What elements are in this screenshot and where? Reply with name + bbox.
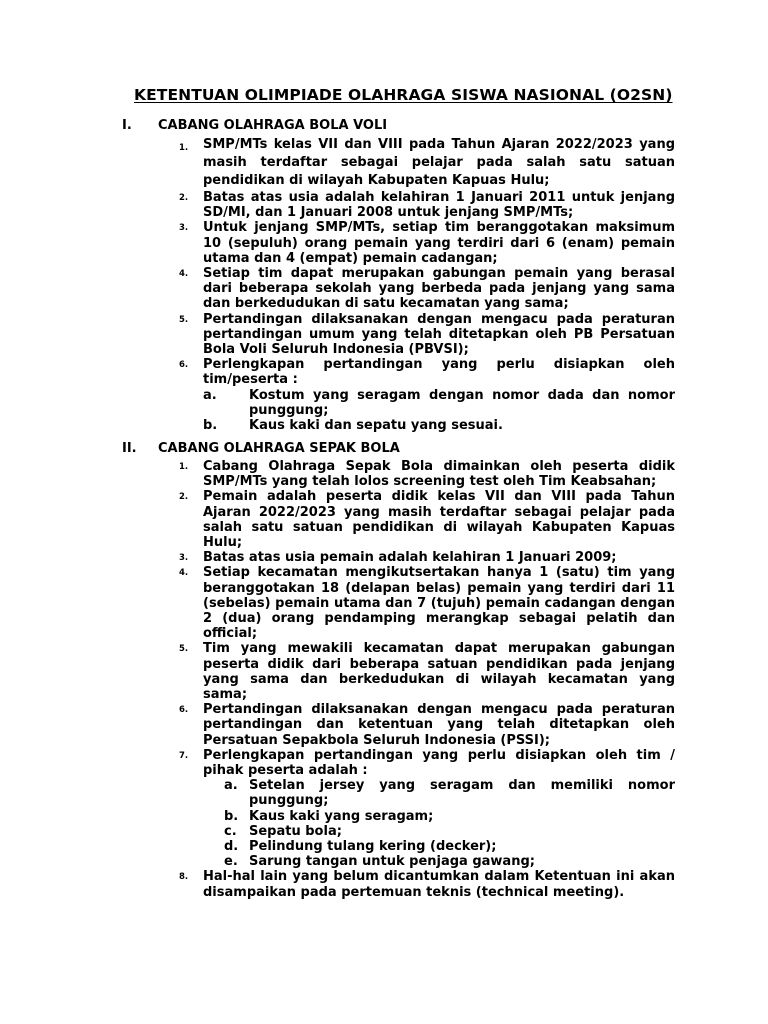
item-number: 4. xyxy=(179,269,189,280)
item-list xyxy=(0,459,768,900)
item-number: 3. xyxy=(179,223,189,234)
sub-item-letter: b. xyxy=(224,808,239,824)
section-numeral: II. xyxy=(122,441,137,456)
sub-item-text: Kaus kaki yang seragam; xyxy=(249,808,434,824)
list-item xyxy=(0,748,675,870)
sub-item-letter: a. xyxy=(203,387,217,403)
sub-list xyxy=(203,778,675,869)
list-item xyxy=(0,136,675,190)
item-number: 3. xyxy=(179,553,189,564)
item-list xyxy=(0,136,768,433)
sub-item-text: Kaus kaki dan sepatu yang sesuai. xyxy=(249,418,503,434)
list-item xyxy=(0,641,675,702)
section-heading xyxy=(0,441,768,459)
list-item xyxy=(0,190,675,220)
list-item xyxy=(0,266,675,312)
list-item xyxy=(0,869,675,899)
item-number: 6. xyxy=(179,360,189,371)
section-title: CABANG OLAHRAGA BOLA VOLI xyxy=(158,118,388,133)
list-item xyxy=(0,459,675,489)
item-number: 7. xyxy=(179,750,189,761)
section-title: CABANG OLAHRAGA SEPAK BOLA xyxy=(158,441,400,456)
item-text: Pemain adalah peserta didik kelas VII dan VIII pada Tahun Ajaran 2022/2023 yang masih terdaftar sebagai pelajar pada salah satu satuan pendidikan di wilayah Kabupaten Kapuas Hulu; xyxy=(203,489,675,551)
list-item xyxy=(0,489,675,550)
sub-item-text: Kostum yang seragam dengan nomor dada dan nomor punggung; xyxy=(249,387,675,418)
sub-item-letter: e. xyxy=(224,854,238,870)
item-number: 6. xyxy=(179,705,189,716)
sub-item xyxy=(203,809,675,824)
item-number: 5. xyxy=(179,314,189,325)
sub-item xyxy=(203,839,675,854)
list-item xyxy=(0,312,675,358)
item-text: Setiap tim dapat merupakan gabungan pemain yang berasal dari beberapa sekolah yang berbeda pada jenjang yang sama dan berkedudukan di satu kecamatan yang sama; xyxy=(203,266,675,312)
item-number: 2. xyxy=(179,492,189,503)
sub-item-text: Pelindung tulang kering (decker); xyxy=(249,839,497,855)
sub-item xyxy=(203,418,675,433)
item-text: Tim yang mewakili kecamatan dapat merupakan gabungan peserta didik dari beberapa satuan pendidikan pada jenjang yang sama dan berkedudukan di wilayah kecamatan yang sama; xyxy=(203,641,675,703)
item-text: Hal-hal lain yang belum dicantumkan dalam Ketentuan ini akan disampaikan pada pertemuan teknis (technical meeting). xyxy=(203,869,675,900)
item-text: Perlengkapan pertandingan yang perlu disiapkan oleh tim / pihak peserta adalah : xyxy=(203,747,675,779)
list-item xyxy=(0,702,675,748)
item-text: Pertandingan dilaksanakan dengan mengacu pada peraturan pertandingan umum yang telah ditetapkan oleh PB Persatuan Bola Voli Seluruh Indonesia (PBVSI); xyxy=(203,311,675,358)
item-text: Untuk jenjang SMP/MTs, setiap tim beranggotakan maksimum 10 (sepuluh) orang pemain yang terdiri dari 6 (enam) pemain utama dan 4 (empat) pemain cadangan; xyxy=(203,220,675,266)
item-number: 8. xyxy=(179,872,189,883)
sub-item-text: Sepatu bola; xyxy=(249,823,342,839)
item-number: 1. xyxy=(179,462,189,472)
sub-item-text: Sarung tangan untuk penjaga gawang; xyxy=(249,854,535,870)
item-text: Cabang Olahraga Sepak Bola dimainkan oleh peserta didik SMP/MTs yang telah lolos screening test oleh Tim Keabsahan; xyxy=(203,459,675,490)
item-number: 1. xyxy=(179,143,189,153)
item-number: 5. xyxy=(179,644,189,655)
sub-list xyxy=(203,388,675,434)
list-item xyxy=(0,565,675,641)
sub-item-letter: c. xyxy=(224,823,237,839)
item-number: 2. xyxy=(179,193,189,203)
item-text: Pertandingan dilaksanakan dengan mengacu pada peraturan pertandingan dan ketentuan yang telah ditetapkan oleh Persatuan Sepakbola Seluruh Indonesia (PSSI); xyxy=(203,702,675,748)
list-item xyxy=(0,550,675,565)
section-bola-voli xyxy=(0,118,768,433)
sub-item-text: Setelan jersey yang seragam dan memiliki nomor punggung; xyxy=(249,778,675,809)
document-title: KETENTUAN OLIMPIADE OLAHRAGA SISWA NASIONAL (O2SN) xyxy=(134,86,673,104)
list-item xyxy=(0,220,675,266)
item-text: Batas atas usia pemain adalah kelahiran 1 Januari 2009; xyxy=(203,550,617,566)
item-text: Setiap kecamatan mengikutsertakan hanya 1 (satu) tim yang beranggotakan 18 (delapan belas) pemain yang terdiri dari 11 (sebelas) pemain utama dan 7 (tujuh) pemain cadangan dengan 2 (dua) orang pendamping merangkap sebagai pelatih dan official; xyxy=(203,565,675,642)
item-text: SMP/MTs kelas VII dan VIII pada Tahun Ajaran 2022/2023 yang masih terdaftar sebagai pelajar pada salah satu satuan pendidikan di wilayah Kabupaten Kapuas Hulu; xyxy=(203,137,675,188)
section-heading xyxy=(0,118,768,136)
sub-item-letter: d. xyxy=(224,839,239,855)
section-numeral: I. xyxy=(122,118,132,133)
sub-item xyxy=(203,824,675,839)
section-sepak-bola xyxy=(0,441,768,900)
list-item xyxy=(0,357,675,433)
item-number: 4. xyxy=(179,568,189,579)
item-text: Batas atas usia adalah kelahiran 1 Januari 2011 untuk jenjang SD/MI, dan 1 Januari 2008 untuk jenjang SMP/MTs; xyxy=(203,190,675,221)
item-text: Perlengkapan pertandingan yang perlu disiapkan oleh tim/peserta : xyxy=(203,357,675,388)
sub-item-letter: a. xyxy=(224,778,238,794)
sub-item xyxy=(203,854,675,869)
sub-item xyxy=(203,388,675,418)
sub-item-letter: b. xyxy=(203,418,218,434)
sub-item xyxy=(203,778,675,808)
